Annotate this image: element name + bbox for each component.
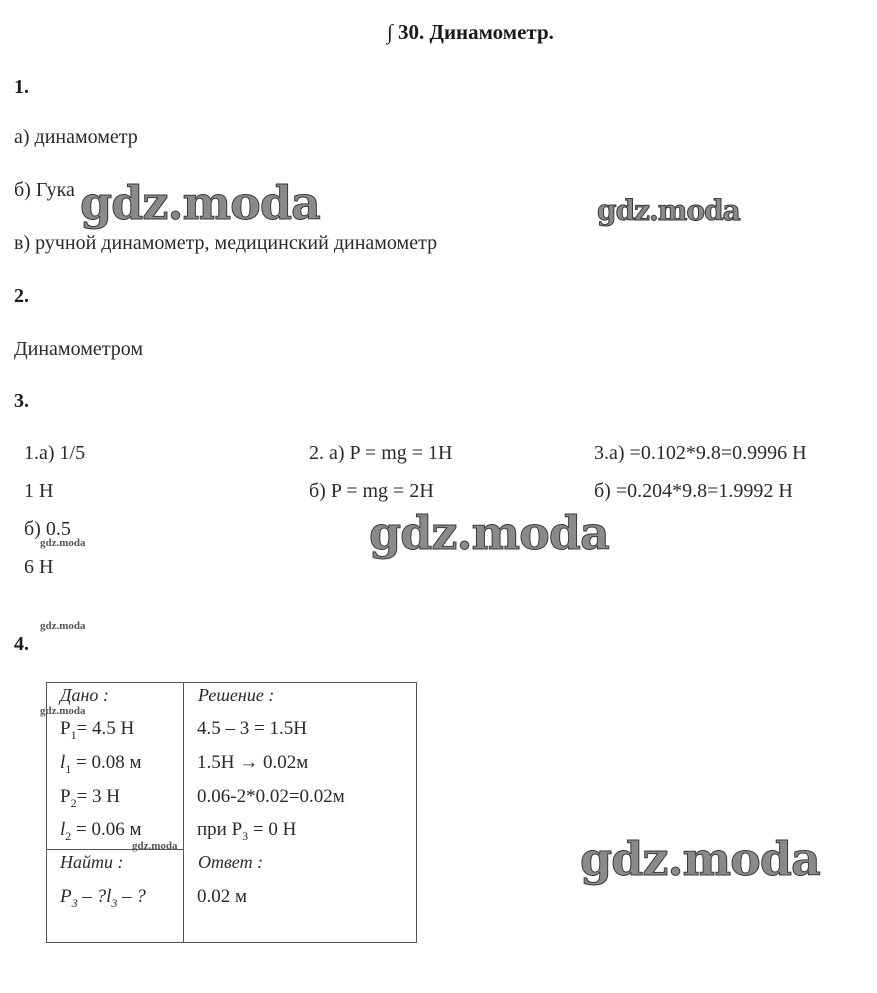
given-header: Дано : — [60, 685, 109, 705]
answer-3-col2-line2: б) P = mg = 2H — [309, 480, 434, 502]
answer-3-col3-line1: 3.а) =0.102*9.8=0.9996 Н — [594, 442, 807, 464]
answer-3-col3-line2: б) =0.204*9.8=1.9992 Н — [594, 480, 793, 502]
answer-header: Ответ : — [198, 852, 264, 872]
answer-3-col1-line4: 6 Н — [24, 556, 54, 578]
solution-line-4: при $P_3 = 0$ Н — [197, 819, 297, 843]
page-title: ∫ 30. Динамометр. — [387, 20, 554, 44]
solution-header: Решение : — [198, 685, 275, 705]
watermark-large: gdz.moda — [369, 506, 609, 560]
answer-1b: б) Гука — [14, 179, 75, 201]
section-number-1: 1. — [14, 76, 29, 98]
given-p1: $P_1= 4.5$ Н — [60, 718, 135, 742]
watermark-large: gdz.moda — [580, 832, 820, 886]
answer-1c: в) ручной динамометр, медицинский динамометр — [14, 232, 438, 254]
answer-2: Динамометром — [14, 338, 143, 360]
answer-1a: а) динамометр — [14, 126, 138, 148]
find-header: Найти : — [60, 852, 124, 872]
solution-line-2: 1.5H → 0.02м — [197, 752, 309, 773]
given-l1: $l_1 = 0.08$ м — [60, 752, 142, 776]
section-number-3: 3. — [14, 390, 29, 412]
answer-3-col2-line1: 2. а) P = mg = 1H — [309, 442, 453, 464]
given-l2: $l_2 = 0.06$ м — [60, 819, 142, 843]
watermark-small: gdz.moda — [40, 620, 86, 632]
solution-line-3: 0.06-2*0.02=0.02м — [197, 786, 345, 807]
solution-line-1: 4.5 – 3 = 1.5H — [197, 718, 307, 739]
answer-value: 0.02 м — [197, 886, 248, 907]
watermark-small: gdz.moda — [40, 705, 86, 717]
watermark-small: gdz.moda — [132, 840, 178, 852]
answer-3-col1-line2: 1 Н — [24, 480, 54, 502]
find-values: $P_3$ – $?l_3$ – ? — [60, 886, 146, 910]
answer-3-col1-line3: б) 0.5 — [24, 518, 71, 540]
watermark-large: gdz.moda — [80, 176, 320, 230]
table-divider-vertical — [183, 682, 184, 943]
given-p2: $P_2= 3$ Н — [60, 786, 121, 810]
answer-3-col1-line1: 1.а) 1/5 — [24, 442, 86, 464]
section-number-2: 2. — [14, 285, 29, 307]
watermark-large: gdz.moda — [597, 194, 740, 227]
watermark-small: gdz.moda — [40, 537, 86, 549]
section-number-4: 4. — [14, 633, 29, 655]
